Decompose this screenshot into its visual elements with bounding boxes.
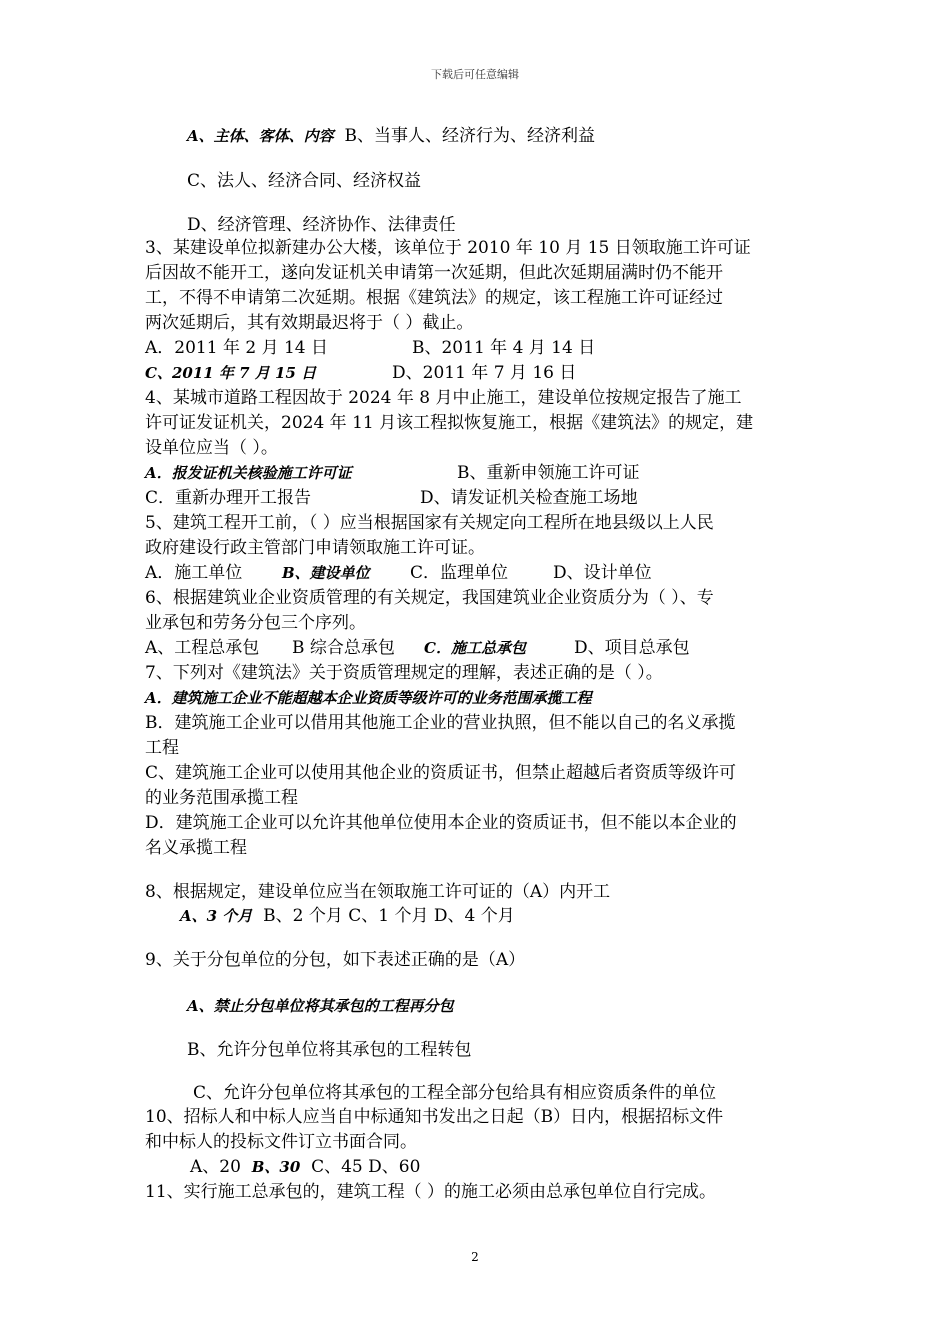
q5-stem-line1: 5、建筑工程开工前，（ ）应当根据国家有关规定向工程所在地县级以上人民 (145, 513, 714, 533)
q6-option-a: A、工程总承包 (145, 638, 260, 658)
q4-stem-line2: 许可证发证机关，2024 年 11 月该工程拟恢复施工，根据《建筑法》的规定，建 (145, 413, 754, 433)
q10-stem-line1: 10、招标人和中标人应当自中标通知书发出之日起（B）日内，根据招标文件 (145, 1107, 724, 1127)
q10-options (190, 1155, 420, 1179)
q2-option-a: A、主体、客体、内容 (187, 127, 334, 145)
q5-option-d: D、设计单位 (553, 563, 652, 583)
q3-stem-line2: 后因故不能开工，遂向发证机关申请第一次延期，但此次延期届满时仍不能开 (145, 263, 723, 283)
q10-option-b: B、30 (251, 1158, 301, 1176)
q5-option-a: A．施工单位 (145, 563, 243, 583)
q10-option-a: A、20 (190, 1157, 241, 1177)
q8-options (180, 904, 515, 928)
q10-stem-line2: 和中标人的投标文件订立书面合同。 (145, 1132, 417, 1152)
q3-option-a: A．2011 年 2 月 14 日 (145, 338, 329, 358)
q7-option-a: A．建筑施工企业不能超越本企业资质等级许可的业务范围承揽工程 (145, 689, 592, 707)
q3-option-b: B、2011 年 4 月 14 日 (412, 338, 596, 358)
page-header: 下载后可任意编辑 (431, 68, 519, 81)
q5-stem-line2: 政府建设行政主管部门申请领取施工许可证。 (145, 538, 485, 558)
q5-option-c: C．监理单位 (410, 563, 509, 583)
q4-options-cd (145, 486, 638, 510)
q6-option-b: B 综合总承包 (292, 638, 395, 658)
q9-stem: 9、关于分包单位的分包，如下表述正确的是（A） (145, 950, 526, 970)
q7-option-b-line1: B．建筑施工企业可以借用其他施工企业的营业执照，但不能以自己的名义承揽 (145, 713, 736, 733)
q9-option-c: C、允许分包单位将其承包的工程全部分包给具有相应资质条件的单位 (193, 1083, 717, 1103)
q3-options-cd (145, 361, 576, 385)
q3-stem-line4: 两次延期后，其有效期最迟将于（ ）截止。 (145, 313, 474, 333)
q6-option-d: D、项目总承包 (574, 638, 690, 658)
q6-option-c: C．施工总承包 (424, 639, 526, 657)
q9-option-a: A、禁止分包单位将其承包的工程再分包 (187, 997, 454, 1015)
q10-options-rest: C、45 D、60 (311, 1157, 421, 1177)
q3-option-d: D、2011 年 7 月 16 日 (392, 363, 577, 383)
q4-stem-line1: 4、某城市道路工程因故于 2024 年 8 月中止施工，建设单位按规定报告了施工 (145, 388, 742, 408)
q7-option-c-line1: C、建筑施工企业可以使用其他企业的资质证书，但禁止超越后者资质等级许可 (145, 763, 737, 783)
q7-stem: 7、下列对《建筑法》关于资质管理规定的理解，表述正确的是（ ）。 (145, 663, 663, 683)
q4-option-b: B、重新申领施工许可证 (457, 463, 640, 483)
q11-stem: 11、实行施工总承包的，建筑工程（ ）的施工必须由总承包单位自行完成。 (145, 1182, 717, 1202)
q2-option-c: C、法人、经济合同、经济权益 (187, 171, 422, 191)
q6-stem-line1: 6、根据建筑业企业资质管理的有关规定，我国建筑业企业资质分为（ ）、专 (145, 588, 714, 608)
q2-option-d: D、经济管理、经济协作、法律责任 (187, 215, 456, 235)
q4-options-ab (145, 461, 640, 485)
q4-option-a: A．报发证机关核验施工许可证 (145, 464, 352, 482)
q7-option-d-line2: 名义承揽工程 (145, 838, 247, 858)
q8-stem: 8、根据规定，建设单位应当在领取施工许可证的（A）内开工 (145, 882, 611, 902)
q6-options (145, 636, 690, 660)
q5-option-b: B、建设单位 (282, 564, 370, 582)
q3-option-c: C、2011 年 7 月 15 日 (145, 364, 317, 382)
q4-option-d: D、请发证机关检查施工场地 (420, 488, 638, 508)
q7-option-b-line2: 工程 (145, 738, 179, 758)
q9-option-b: B、允许分包单位将其承包的工程转包 (187, 1040, 472, 1060)
q2-options-ab (187, 124, 595, 148)
q4-option-c: C．重新办理开工报告 (145, 488, 312, 508)
q5-options (145, 561, 652, 585)
q2-option-b: B、当事人、经济行为、经济利益 (344, 126, 595, 146)
q3-stem-line1: 3、某建设单位拟新建办公大楼，该单位于 2010 年 10 月 15 日领取施工许可证 (145, 238, 751, 258)
q4-stem-line3: 设单位应当（ ）。 (145, 438, 278, 458)
q7-option-c-line2: 的业务范围承揽工程 (145, 788, 298, 808)
q8-options-rest: B、2 个月 C、1 个月 D、4 个月 (263, 906, 515, 926)
q3-stem-line3: 工，不得不申请第二次延期。根据《建筑法》的规定，该工程施工许可证经过 (145, 288, 723, 308)
page-number: 2 (471, 1250, 479, 1264)
q6-stem-line2: 业承包和劳务分包三个序列。 (145, 613, 366, 633)
q7-option-d-line1: D．建筑施工企业可以允许其他单位使用本企业的资质证书，但不能以本企业的 (145, 813, 737, 833)
q3-options-ab (145, 336, 595, 360)
q8-option-a: A、3 个月 (180, 907, 253, 925)
